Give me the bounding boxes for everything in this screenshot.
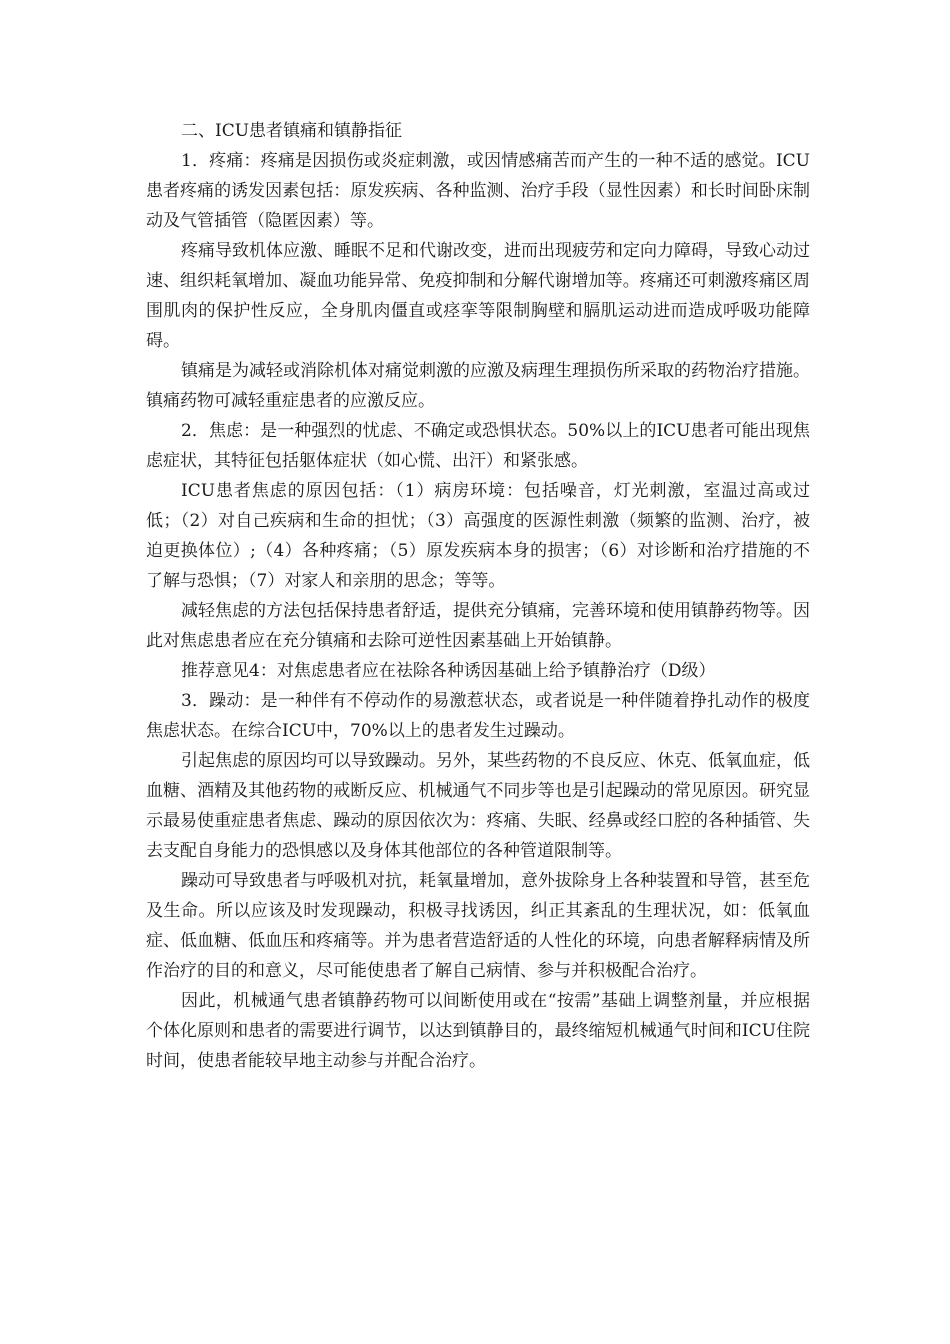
paragraph-anxiety-definition: 2．焦虑：是一种强烈的忧虑、不确定或恐惧状态。50%以上的ICU患者可能出现焦虑症状，其特征包括躯体症状（如心慌、出汗）和紧张感。 [146, 421, 810, 471]
paragraph-agitation-effects: 躁动可导致患者与呼吸机对抗，耗氧量增加，意外拔除身上各种装置和导管，甚至危及生命。所以应该及时发现躁动，积极寻找诱因，纠正其紊乱的生理状况，如：低氧血症、低血糖、低血压和疼痛等。并为患者营造舒适的人性化的环境，向患者解释病情及所作治疗的目的和意义，尽可能使患者了解自己病情、参与并积极配合治疗。 [146, 871, 810, 981]
paragraph-recommendation-4: 推荐意见4：对焦虑患者应在祛除各种诱因基础上给予镇静治疗（D级） [181, 661, 716, 681]
section-heading: 二、ICU患者镇痛和镇静指征 [181, 121, 403, 141]
paragraph-agitation-causes: 引起焦虑的原因均可以导致躁动。另外，某些药物的不良反应、休克、低氧血症，低血糖、酒精及其他药物的戒断反应、机械通气不同步等也是引起躁动的常见原因。研究显示最易使重症患者焦虑、躁动的原因依次为：疼痛、失眠、经鼻或经口腔的各种插管、失去支配自身能力的恐惧感以及身体其他部位的各种管道限制等。 [146, 751, 810, 861]
paragraph-pain-definition: 1．疼痛：疼痛是因损伤或炎症刺激，或因情感痛苦而产生的一种不适的感觉。ICU患者疼痛的诱发因素包括：原发疾病、各种监测、治疗手段（显性因素）和长时间卧床制动及气管插管（隐匿因素）等。 [146, 151, 810, 231]
paragraph-pain-effects: 疼痛导致机体应激、睡眠不足和代谢改变，进而出现疲劳和定向力障碍，导致心动过速、组织耗氧增加、凝血功能异常、免疫抑制和分解代谢增加等。疼痛还可刺激疼痛区周围肌肉的保护性反应，全身肌肉僵直或痉挛等限制胸壁和膈肌运动进而造成呼吸功能障碍。 [146, 241, 810, 351]
document-body [146, 116, 810, 1076]
paragraph-agitation-definition: 3．躁动：是一种伴有不停动作的易激惹状态，或者说是一种伴随着挣扎动作的极度焦虑状态。在综合ICU中，70%以上的患者发生过躁动。 [146, 691, 810, 741]
paragraph-anxiety-causes: ICU患者焦虑的原因包括：（1）病房环境：包括噪音，灯光刺激，室温过高或过低；（2）对自己疾病和生命的担忧；（3）高强度的医源性刺激（频繁的监测、治疗，被迫更换体位）;（4）各种疼痛；（5）原发疾病本身的损害；（6）对诊断和治疗措施的不了解与恐惧；（7）对家人和亲朋的思念；等等。 [146, 481, 810, 591]
paragraph-anxiety-relief: 减轻焦虑的方法包括保持患者舒适，提供充分镇痛，完善环境和使用镇静药物等。因此对焦虑患者应在充分镇痛和去除可逆性因素基础上开始镇静。 [146, 601, 810, 651]
paragraph-conclusion: 因此，机械通气患者镇静药物可以间断使用或在“按需”基础上调整剂量，并应根据个体化原则和患者的需要进行调节，以达到镇静目的，最终缩短机械通气时间和ICU住院时间，使患者能较早地主动参与并配合治疗。 [146, 991, 810, 1071]
paragraph-analgesia: 镇痛是为减轻或消除机体对痛觉刺激的应激及病理生理损伤所采取的药物治疗措施。镇痛药物可减轻重症患者的应激反应。 [146, 361, 810, 411]
